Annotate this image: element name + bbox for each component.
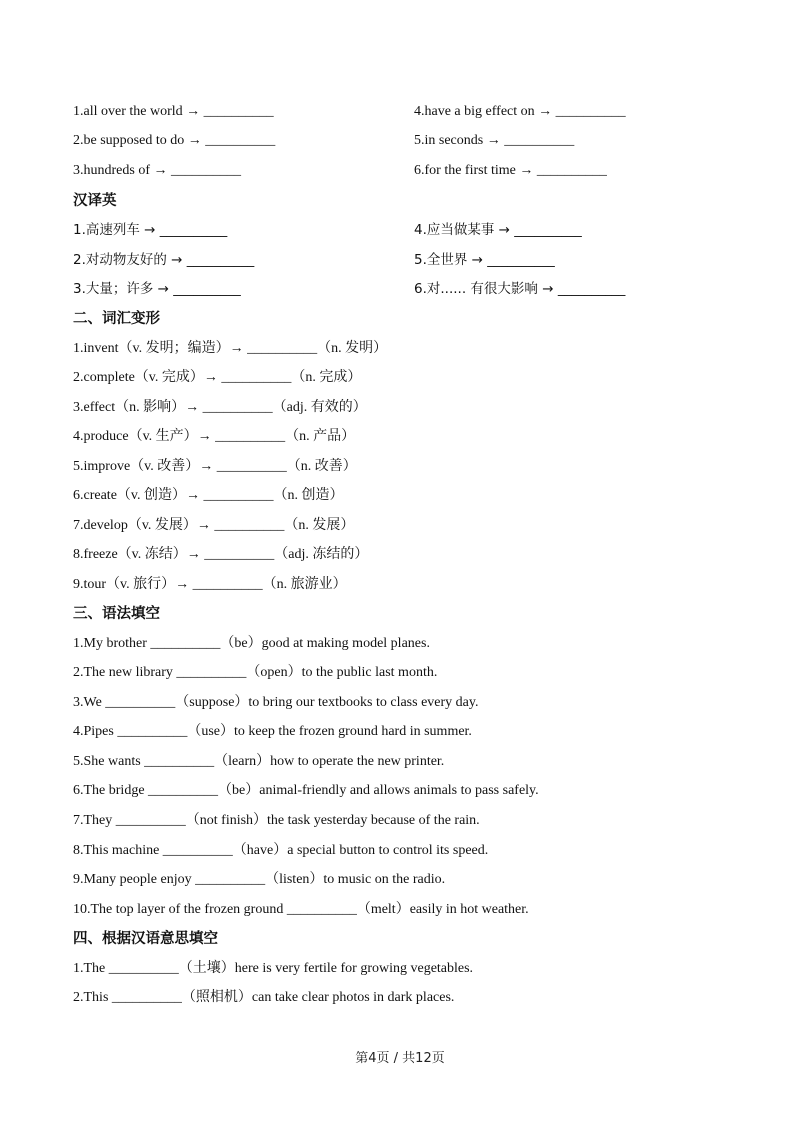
word-form-item: 9.tour（v. 旅行）→ __________（n. 旅游业）: [73, 577, 347, 592]
word-form-item: 3.effect（n. 影响）→ __________（adj. 有效的）: [73, 400, 367, 415]
grammar-item: 10.The top layer of the frozen ground __________（melt）easily in hot weather.: [73, 902, 529, 917]
translation-item: 1.高速列车 → __________: [73, 222, 228, 238]
word-form-item: 7.develop（v. 发展）→ __________（n. 发展）: [73, 518, 355, 533]
grammar-item: 7.They __________（not finish）the task yesterday because of the rain.: [73, 813, 480, 828]
word-form-item: 6.create（v. 创造）→ __________（n. 创造）: [73, 488, 344, 503]
word-form-item: 5.improve（v. 改善）→ __________（n. 改善）: [73, 459, 357, 474]
translation-item: 4.应当做某事 → __________: [414, 222, 582, 238]
phrase-item: 6.for the first time → __________: [414, 163, 607, 178]
phrase-item: 2.be supposed to do → __________: [73, 133, 276, 148]
grammar-item: 5.She wants __________（learn）how to operate the new printer.: [73, 754, 445, 769]
word-form-item: 1.invent（v. 发明；编造）→ __________（n. 发明）: [73, 341, 388, 356]
phrase-item: 1.all over the world → __________: [73, 104, 274, 119]
translation-item: 6.对...... 有很大影响 → __________: [414, 281, 626, 297]
translation-item: 2.对动物友好的 → __________: [73, 252, 255, 268]
grammar-item: 1.My brother __________（be）good at making model planes.: [73, 636, 430, 651]
word-form-item: 8.freeze（v. 冻结）→ __________（adj. 冻结的）: [73, 547, 369, 562]
section-heading-grammar: 三、语法填空: [73, 606, 160, 622]
translation-item: 5.全世界 → __________: [414, 252, 555, 268]
section-heading-fill-in: 四、根据汉语意思填空: [73, 931, 218, 947]
phrase-item: 4.have a big effect on → __________: [414, 104, 626, 119]
section-heading-cn-en: 汉译英: [73, 193, 117, 209]
grammar-item: 6.The bridge __________（be）animal-friendly and allows animals to pass safely.: [73, 783, 539, 798]
fill-in-item: 2.This __________（照相机）can take clear photos in dark places.: [73, 990, 455, 1005]
word-form-item: 4.produce（v. 生产）→ __________（n. 产品）: [73, 429, 356, 444]
grammar-item: 2.The new library __________（open）to the public last month.: [73, 665, 438, 680]
fill-in-item: 1.The __________（土壤）here is very fertile for growing vegetables.: [73, 961, 474, 976]
page-number-footer: 第4页 / 共12页: [355, 1051, 445, 1066]
phrase-item: 3.hundreds of → __________: [73, 163, 241, 178]
translation-item: 3.大量；许多 → __________: [73, 281, 241, 297]
section-heading-word-forms: 二、词汇变形: [73, 311, 160, 327]
grammar-item: 3.We __________（suppose）to bring our textbooks to class every day.: [73, 695, 479, 710]
grammar-item: 4.Pipes __________（use）to keep the frozen ground hard in summer.: [73, 724, 472, 739]
grammar-item: 8.This machine __________（have）a special button to control its speed.: [73, 843, 489, 858]
phrase-item: 5.in seconds → __________: [414, 133, 575, 148]
word-form-item: 2.complete（v. 完成）→ __________（n. 完成）: [73, 370, 362, 385]
grammar-item: 9.Many people enjoy __________（listen）to music on the radio.: [73, 872, 446, 887]
